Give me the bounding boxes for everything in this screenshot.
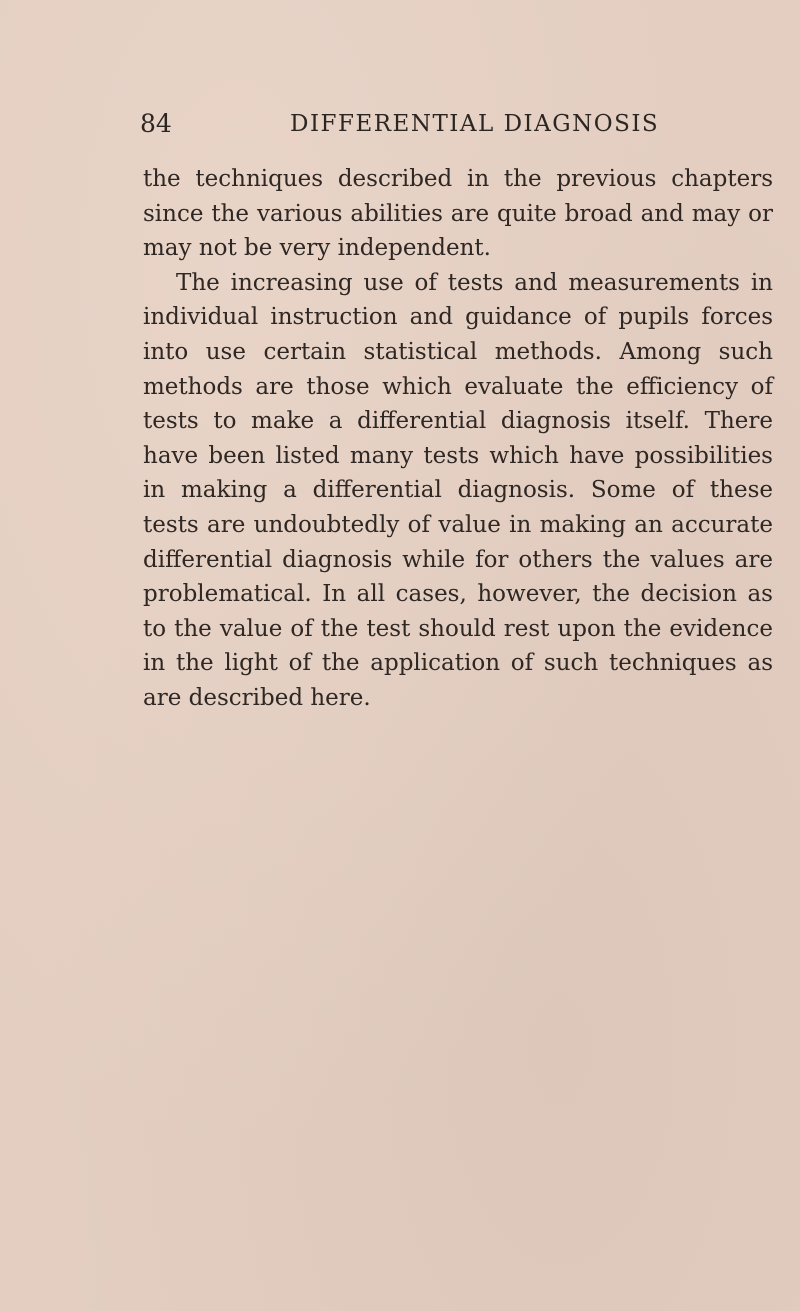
running-head [140, 104, 770, 144]
paragraph-statistical-methods: The increasing use of tests and measurements in individual instruction and guidance of pupils forces into use certain statistical methods. Among such methods are those which evaluate the efficiency of tests to make a differential diagnosis itself. There have been listed many tests which have possibilities in making a differential diagnosis. Some of these tests are undoubtedly of value in making an accurate differential diagnosis while for others the values are problematical. In all cases, however, the decision as to the value of the test should rest upon the evidence in the light of the application of such techniques as are described here. [143, 269, 773, 711]
page-number: 84 [140, 109, 172, 138]
running-title: DIFFERENTIAL DIAGNOSIS [290, 111, 660, 137]
paragraph-continuation: the techniques described in the previous chapters since the various abilities are quite broad and may or may not be very independent. [143, 166, 773, 262]
body-text [143, 162, 773, 716]
